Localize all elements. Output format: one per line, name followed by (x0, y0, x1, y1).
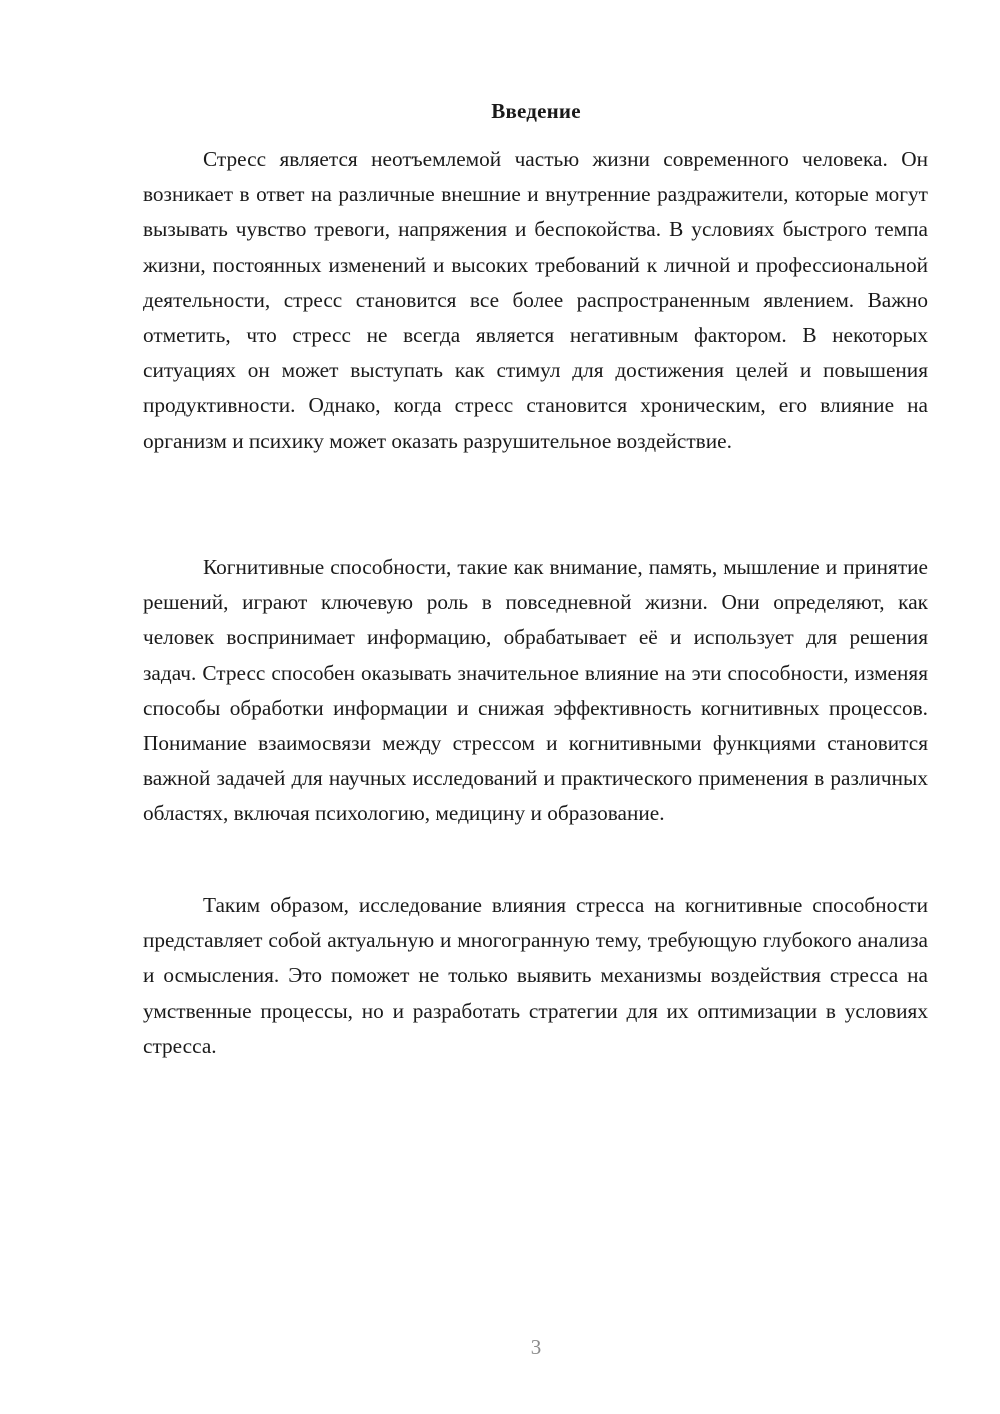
paragraph-1 (143, 142, 928, 459)
paragraph-3-text: Таким образом, исследование влияния стресса на когнитивные способности представляет собой актуальную и многогранную тему, требующую глубокого анализа и осмысления. Это поможет не только выявить механизмы воздействия стресса на умственные процессы, но и разработать стратегии для их оптимизации в условиях стресса. (143, 893, 928, 1058)
page-title: Введение (491, 99, 581, 123)
page-number: 3 (530, 1335, 542, 1359)
paragraph-3 (143, 888, 928, 1064)
paragraph-2 (143, 550, 928, 832)
paragraph-1-text: Стресс является неотъемлемой частью жизни современного человека. Он возникает в ответ на различные внешние и внутренние раздражители, которые могут вызывать чувство тревоги, напряжения и беспокойства. В условиях быстрого темпа жизни, постоянных изменений и высоких требований к личной и профессиональной деятельности, стресс становится все более распространенным явлением. Важно отметить, что стресс не всегда является негативным фактором. В некоторых ситуациях он может выступать как стимул для достижения целей и повышения продуктивности. Однако, когда стресс становится хроническим, его влияние на организм и психику может оказать разрушительное воздействие. (143, 147, 928, 453)
paragraph-2-text: Когнитивные способности, такие как внимание, память, мышление и принятие решений, играют ключевую роль в повседневной жизни. Они определяют, как человек воспринимает информацию, обрабатывает её и использует для решения задач. Стресс способен оказывать значительное влияние на эти способности, изменяя способы обработки информации и снижая эффективность когнитивных процессов. Понимание взаимосвязи между стрессом и когнитивными функциями становится важной задачей для научных исследований и практического применения в различных областях, включая психологию, медицину и образование. (143, 555, 928, 826)
